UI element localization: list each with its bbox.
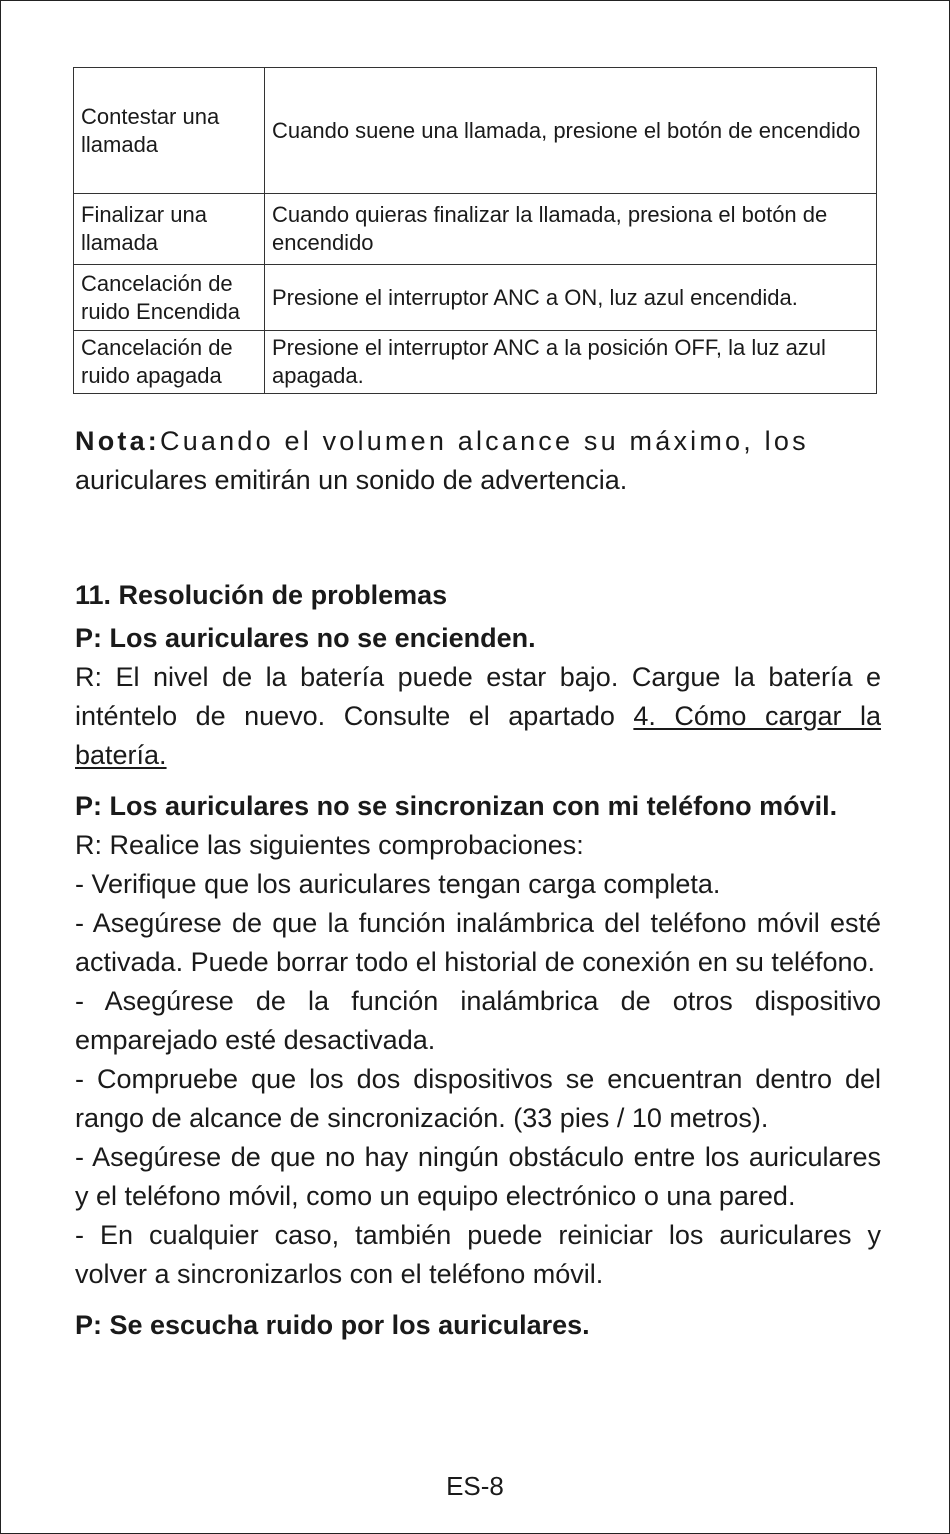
action-cell: Finalizar una llamada [74, 194, 265, 265]
answer-paragraph [75, 658, 881, 775]
description-cell: Cuando suene una llamada, presione el botón de encendido [265, 68, 877, 194]
table-row [74, 68, 877, 194]
question-heading: P: Se escucha ruido por los auriculares. [75, 1310, 590, 1340]
check-item: - En cualquier caso, también puede reiniciar los auriculares y volver a sincronizarlos con el teléfono móvil. [75, 1220, 881, 1289]
description-cell: Presione el interruptor ANC a la posición OFF, la luz azul apagada. [265, 331, 877, 394]
check-item: - Compruebe que los dos dispositivos se encuentran dentro del rango de alcance de sincronización. (33 pies / 10 metros). [75, 1064, 881, 1133]
answer-text: R: El nivel de la batería puede estar bajo. Cargue la batería e inténtelo de nuevo. Consulte el apartado [75, 662, 881, 731]
charging-section-link[interactable]: 4. Cómo cargar la batería. [75, 701, 881, 770]
action-cell: Contestar una llamada [74, 68, 265, 194]
note-label: Nota: [75, 426, 160, 456]
check-item: - Asegúrese de que la función inalámbrica del teléfono móvil esté activada. Puede borrar todo el historial de conexión en su teléfono. [75, 908, 881, 977]
action-cell: Cancelación de ruido apagada [74, 331, 265, 394]
question-heading: P: Los auriculares no se sincronizan con mi teléfono móvil. [75, 791, 838, 821]
note-text-line1: Cuando el volumen alcance su máximo, los [160, 426, 809, 456]
page-number: ES-8 [446, 1471, 504, 1501]
controls-table [73, 67, 877, 394]
table-row [74, 331, 877, 394]
description-cell: Cuando quieras finalizar la llamada, presiona el botón de encendido [265, 194, 877, 265]
troubleshooting-section [75, 576, 881, 1345]
note-paragraph [75, 422, 877, 500]
description-cell: Presione el interruptor ANC a ON, luz azul encendida. [265, 265, 877, 331]
check-item: - Verifique que los auriculares tengan carga completa. [75, 869, 721, 899]
table-row [74, 265, 877, 331]
section-title: 11. Resolución de problemas [75, 580, 448, 610]
answer-text: R: Realice las siguientes comprobaciones: [75, 830, 584, 860]
table-row [74, 194, 877, 265]
note-text-line2: auriculares emitirán un sonido de advertencia. [75, 465, 628, 495]
question-heading: P: Los auriculares no se encienden. [75, 623, 536, 653]
check-item: - Asegúrese de que no hay ningún obstáculo entre los auriculares y el teléfono móvil, como un equipo electrónico o una pared. [75, 1142, 881, 1211]
action-cell: Cancelación de ruido Encendida [74, 265, 265, 331]
check-item: - Asegúrese de la función inalámbrica de otros dispositivo emparejado esté desactivada. [75, 986, 881, 1055]
